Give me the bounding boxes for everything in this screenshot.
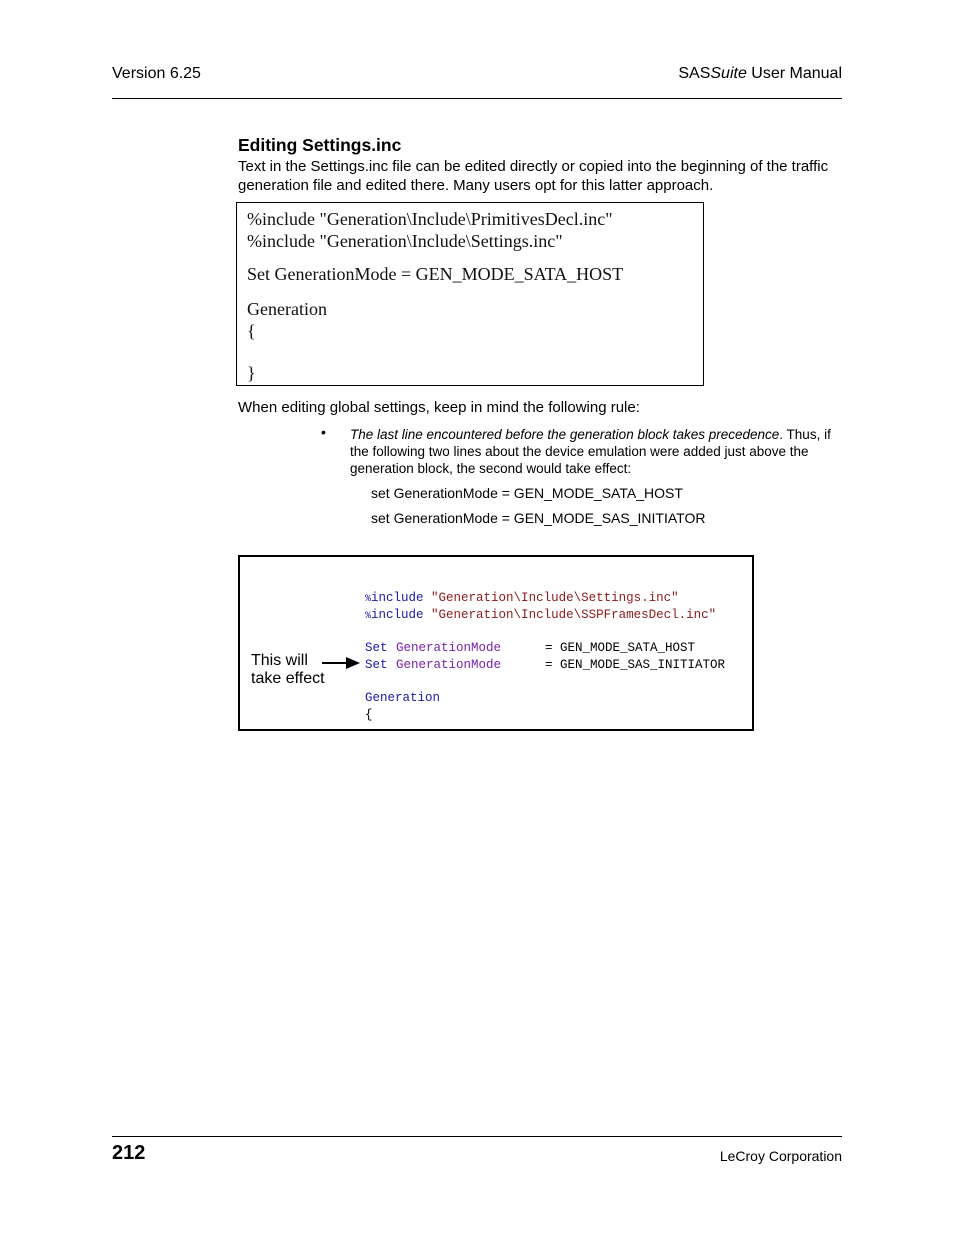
- settings-code-figure: [236, 202, 704, 386]
- section-paragraph: Text in the Settings.inc file can be edited directly or copied into the beginning of the traffic generation file and edited there. Many users opt for this latter approach.: [238, 158, 829, 194]
- code-example-line: set GenerationMode = GEN_MODE_SATA_HOST: [371, 485, 683, 501]
- manual-title-italic: Suite: [710, 65, 747, 82]
- generation-keyword: Generation: [365, 691, 441, 705]
- include-percent: %: [365, 594, 372, 605]
- callout-line: take effect: [251, 670, 325, 687]
- figure-line: {: [247, 321, 256, 341]
- page-number: 212: [112, 1142, 146, 1164]
- set-value: = GEN_MODE_SAS_INITIATOR: [545, 658, 726, 672]
- bullet-rest: . Thus, if the following two lines about the device emulation were added just above the generation block, the second would take effect:: [350, 427, 831, 476]
- include-keyword: include: [371, 591, 424, 605]
- include-percent: %: [365, 611, 372, 622]
- open-brace: {: [365, 708, 373, 722]
- company-name: LeCroy Corporation: [719, 1148, 842, 1164]
- manual-title-prefix: SAS: [678, 65, 711, 82]
- section-heading: Editing Settings.inc: [238, 135, 402, 155]
- rule-intro: When editing global settings, keep in mind the following rule:: [238, 399, 640, 416]
- manual-title-suffix: User Manual: [746, 65, 842, 82]
- code-example-line: set GenerationMode = GEN_MODE_SAS_INITIATOR: [371, 510, 706, 526]
- header-rule: [112, 98, 842, 99]
- figure-line: %include "Generation\Include\PrimitivesDecl.inc": [247, 209, 613, 229]
- include-keyword: include: [371, 608, 424, 622]
- include-line: [365, 608, 716, 622]
- callout-line: This will: [251, 652, 308, 669]
- manual-title: [678, 65, 842, 83]
- set-keyword: Set: [365, 641, 388, 655]
- figure-line: Generation: [247, 299, 327, 319]
- version-label: Version 6.25: [112, 65, 201, 82]
- bullet-emphasis: The last line encountered before the generation block takes precedence: [350, 427, 780, 442]
- set-keyword: Set: [365, 658, 388, 672]
- bullet-text: [350, 426, 842, 477]
- include-line: [365, 591, 679, 605]
- callout-label: [251, 652, 325, 688]
- set-identifier: GenerationMode: [396, 641, 502, 655]
- set-value: = GEN_MODE_SATA_HOST: [545, 641, 696, 655]
- figure-line: %include "Generation\Include\Settings.inc": [247, 231, 563, 251]
- right-arrow-icon: [322, 656, 362, 670]
- include-path: "Generation\Include\SSPFramesDecl.inc": [431, 608, 717, 622]
- include-path: "Generation\Include\Settings.inc": [431, 591, 679, 605]
- footer-rule: [112, 1136, 842, 1137]
- figure-line: }: [247, 363, 256, 383]
- bullet-mark: •: [321, 424, 326, 440]
- precedence-figure: [238, 555, 754, 731]
- set-identifier: GenerationMode: [396, 658, 502, 672]
- figure-line: Set GenerationMode = GEN_MODE_SATA_HOST: [247, 264, 624, 284]
